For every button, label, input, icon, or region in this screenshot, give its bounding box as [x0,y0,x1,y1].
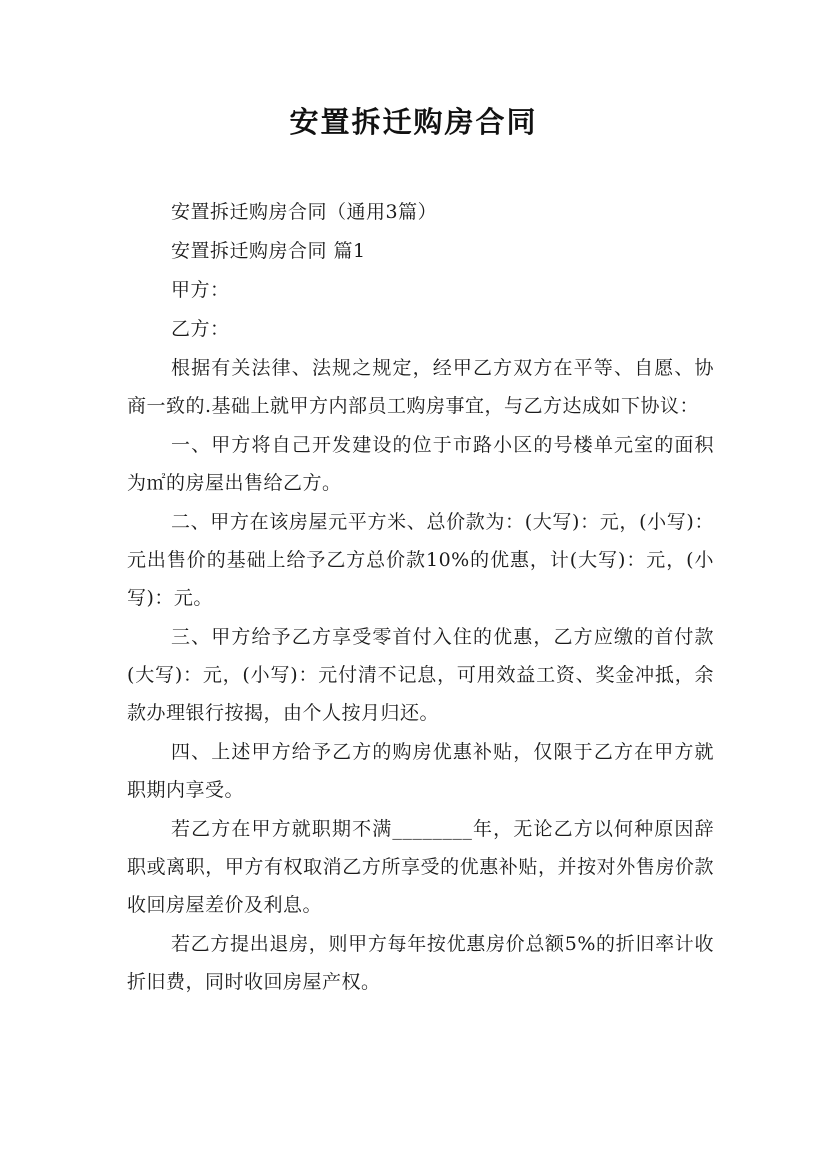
paragraph-clause-2: 二、甲方在该房屋元平方米、总价款为：(大写)：元，(小写)：元出售价的基础上给予乙方总价款10%的优惠，计(大写)：元，(小写)：元。 [127,511,714,609]
paragraph-clause-1: 一、甲方将自己开发建设的位于市路小区的号楼单元室的面积为㎡的房屋出售给乙方。 [127,434,714,494]
paragraph-section-heading: 安置拆迁购房合同 篇1 [171,240,366,262]
paragraph-party-b: 乙方： [171,318,230,340]
paragraph-return-term: 若乙方提出退房，则甲方每年按优惠房价总额5%的折旧率计收折旧费，同时收回房屋产权。 [127,933,714,993]
paragraph-subtitle: 安置拆迁购房合同（通用3篇） [171,201,438,223]
document-body [127,193,714,1002]
paragraph-clause-3: 三、甲方给予乙方享受零首付入住的优惠，乙方应缴的首付款(大写)：元，(小写)：元付清不记息，可用效益工资、奖金冲抵，余款办理银行按揭，由个人按月归还。 [127,626,714,724]
paragraph-party-a: 甲方： [171,279,230,301]
document-title: 安置拆迁购房合同 [289,105,538,139]
paragraph-clause-4: 四、上述甲方给予乙方的购房优惠补贴，仅限于乙方在甲方就职期内享受。 [127,741,714,801]
paragraph-resignation-term: 若乙方在甲方就职期不满________年，无论乙方以何种原因辞职或离职，甲方有权取消乙方所享受的优惠补贴，并按对外售房价款收回房屋差价及利息。 [127,818,714,916]
paragraph-preamble: 根据有关法律、法规之规定，经甲乙方双方在平等、自愿、协商一致的.基础上就甲方内部员工购房事宜，与乙方达成如下协议： [127,357,714,417]
